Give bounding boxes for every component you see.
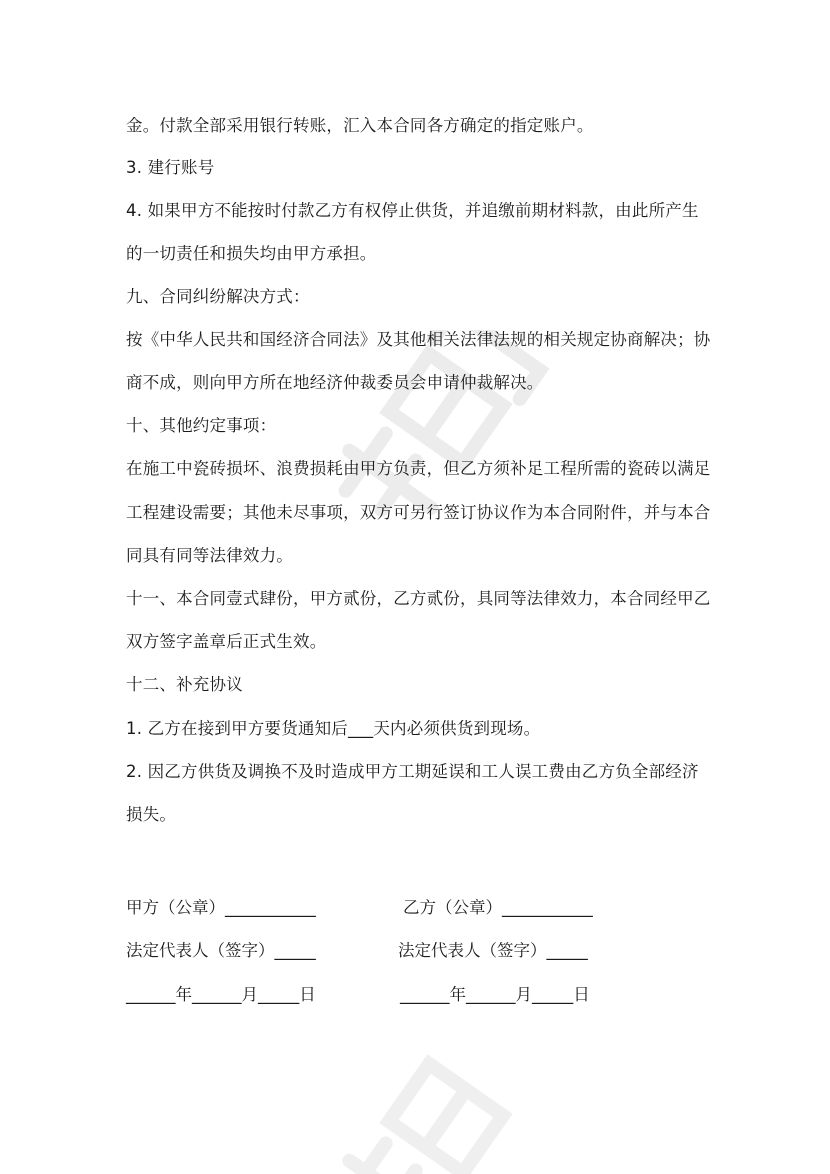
section-heading-dispute: 九、合同纠纷解决方式： [126,287,310,306]
party-b-seal: 乙方（公章）___________ [403,898,593,917]
text-line-dispute-1: 按《中华人民共和国经济合同法》及其他相关法律法规的相关规定协商解决；协 [126,330,711,349]
text-line-clause-4: 4. 如果甲方不能按时付款乙方有权停止供货，并追缴前期材料款，由此所产生 [126,201,699,220]
party-b-date: ______年______月_____日 [400,985,590,1004]
section-heading-copies: 十一、本合同壹式肆份，甲方贰份，乙方贰份，具同等法律效力，本合同经甲乙 [126,589,711,608]
text-line-clause-4-cont: 的一切责任和损失均由甲方承担。 [126,244,377,263]
party-a-date: ______年______月_____日 [126,985,316,1004]
text-line-other-3: 同具有同等法律效力。 [126,546,293,565]
text-line-dispute-2: 商不成，则向甲方所在地经济仲裁委员会申请仲裁解决。 [126,373,544,392]
text-line-supplement-2-cont: 损失。 [126,805,177,824]
text-line-supplement-1: 1. 乙方在接到甲方要货通知后___天内必须供货到现场。 [126,719,541,738]
section-heading-other: 十、其他约定事项： [126,416,277,435]
text-line-supplement-2: 2. 因乙方供货及调换不及时造成甲方工期延误和工人误工费由乙方负全部经济 [126,762,699,781]
party-a-representative: 法定代表人（签字）_____ [126,941,316,960]
party-a-seal: 甲方（公章）___________ [126,898,316,917]
watermark-logo-icon-bottom [300,1040,560,1174]
text-line-payment-method: 金。付款全部采用银行转账，汇入本合同各方确定的指定账户。 [126,116,594,135]
section-heading-supplement: 十二、补充协议 [126,675,243,694]
text-line-bank-account: 3. 建行账号 [126,158,215,177]
text-line-other-1: 在施工中瓷砖损坏、浪费损耗由甲方负责，但乙方须补足工程所需的瓷砖以满足 [126,459,711,478]
text-line-copies-cont: 双方签字盖章后正式生效。 [126,632,327,651]
party-b-representative: 法定代表人（签字）_____ [398,941,588,960]
text-line-other-2: 工程建设需要；其他未尽事项，双方可另行签订协议作为本合同附件，并与本合 [126,503,711,522]
